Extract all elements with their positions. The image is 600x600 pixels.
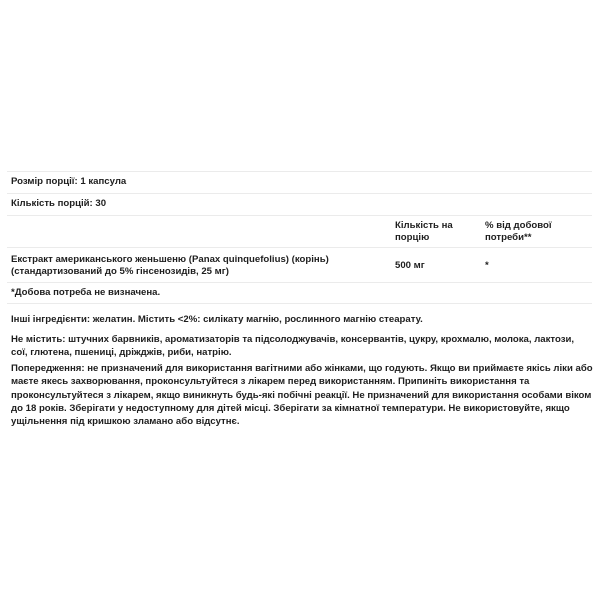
servings-per-container-row [7, 193, 592, 215]
free-of-statement: Не містить: штучних барвників, ароматизаторів та підсолоджувачів, консервантів, цукру, крохмалю, молока, лактози, сої, глютена, пшениці, дріжджів, риби, натрію. [11, 334, 575, 359]
nutrient-daily-value: * [485, 259, 489, 271]
header-daily-value: % від добової потреби** [485, 220, 552, 243]
header-name [11, 220, 395, 247]
table-header-row [7, 215, 592, 247]
footnote-row [7, 282, 592, 304]
table-row [7, 247, 592, 282]
header-amount-per-serving: Кількість на порцію [395, 220, 453, 243]
other-ingredients: Інші інгредієнти: желатин. Містить <2%: силікату магнію, рослинного магнію стеарату. [11, 314, 423, 325]
nutrient-name: Екстракт американського женьшеню (Panax quinquefolius) (корінь) (стандартизований до 5% гінсенозидів, 25 мг) [11, 253, 329, 277]
serving-size: Розмір порції: 1 капсула [11, 176, 127, 187]
daily-value-footnote: *Добова потреба не визначена. [11, 287, 161, 298]
supplement-facts-table [7, 171, 592, 304]
warning-statement: Попередження: не призначений для використання вагітними або жінками, що годують. Якщо ви приймаєте якісь ліки або маєте якесь захворювання, проконсультуйтеся з лікарем перед використанням. Припиніть використання та проконсультуйтеся з лікарем, якщо виникнуть будь-які побічні реакції. Не призначений для використання особами віком до 18 років. Зберігати у недоступному для дітей місці. Зберігати за кімнатної температури. Не використовуйте, якщо ущільнення під кришкою зламано або відсутнє. [11, 363, 593, 428]
servings-per-container: Кількість порцій: 30 [11, 198, 107, 209]
nutrient-amount: 500 мг [395, 259, 425, 271]
serving-size-row [7, 171, 592, 193]
